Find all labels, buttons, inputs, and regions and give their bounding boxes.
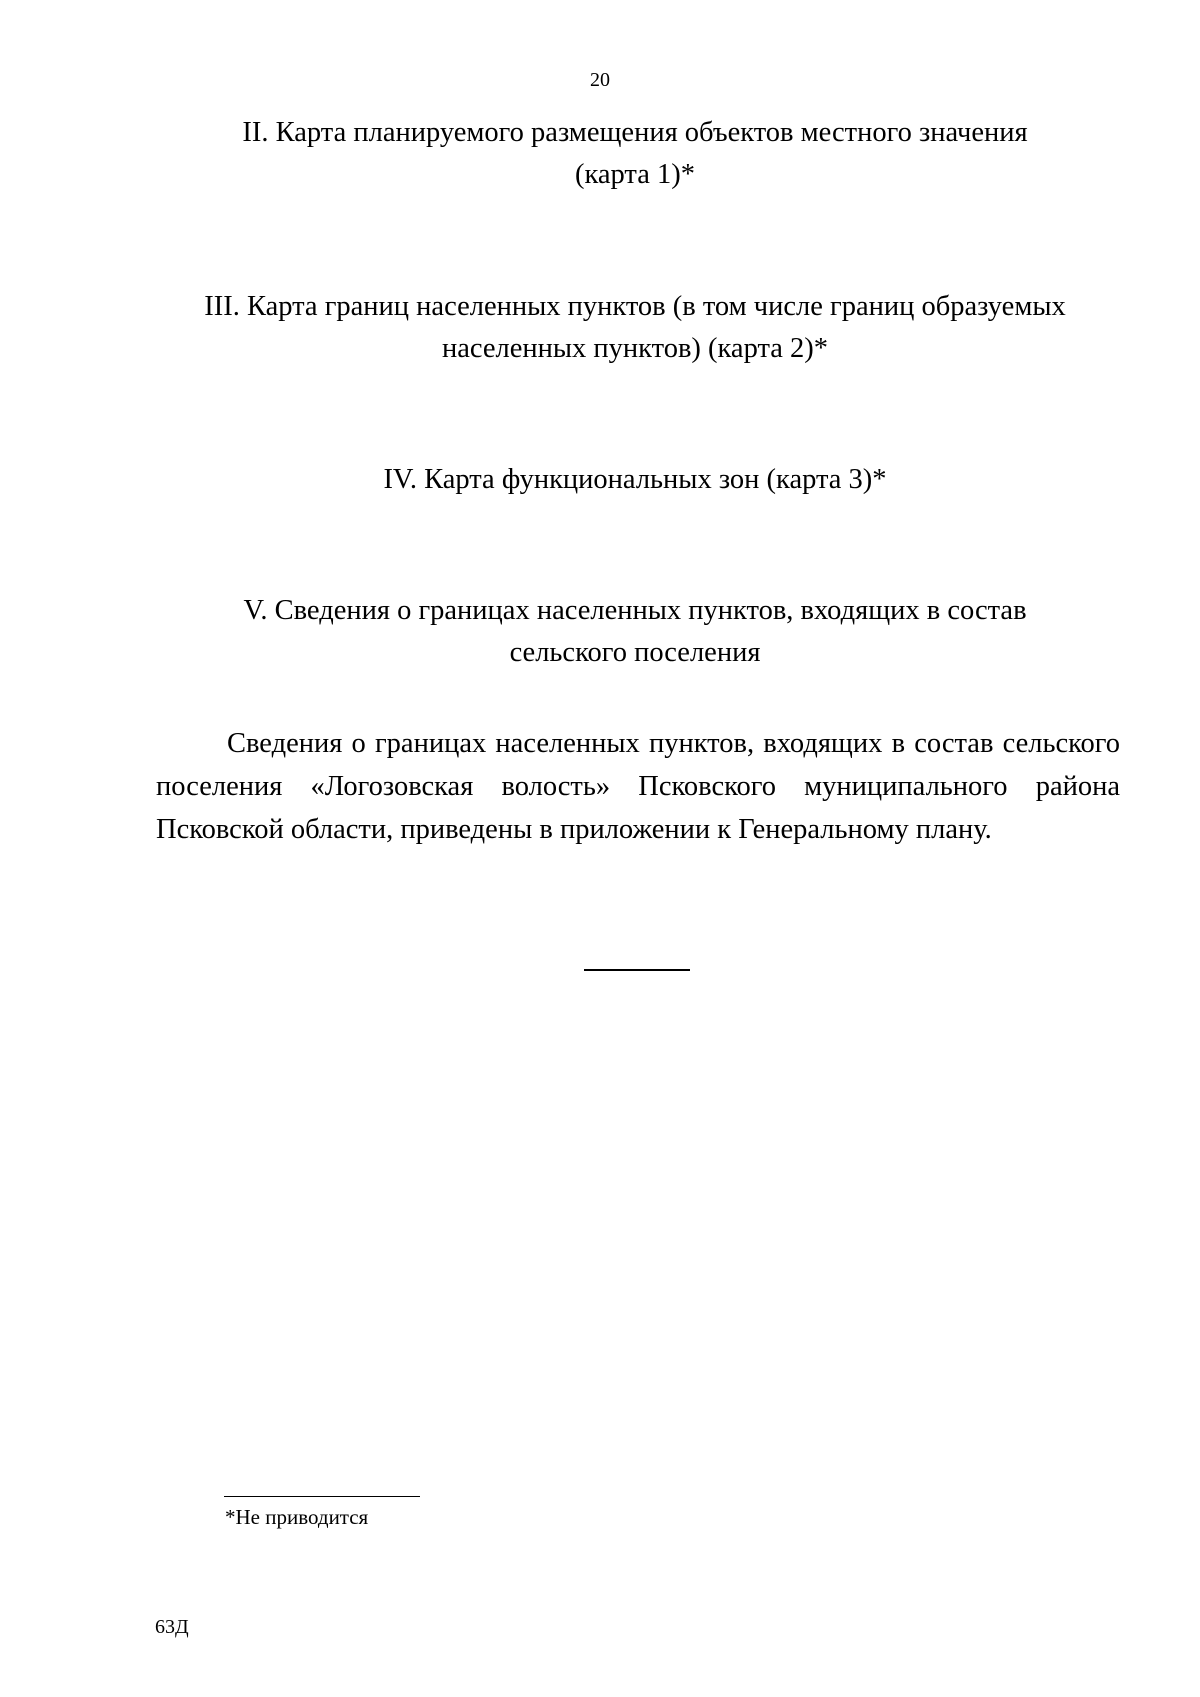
footnote: *Не приводится xyxy=(225,1505,369,1529)
section-heading-map-1 xyxy=(150,112,1120,196)
end-divider xyxy=(584,969,690,971)
heading-line: II. Карта планируемого размещения объектов местного значения xyxy=(242,117,1028,148)
heading-line: V. Сведения о границах населенных пунктов, входящих в состав xyxy=(243,595,1027,626)
heading-line: сельского поселения xyxy=(509,637,761,668)
footnote-divider xyxy=(224,1496,420,1497)
section-heading-map-2 xyxy=(150,286,1120,370)
heading-line: (карта 1)* xyxy=(575,159,695,190)
document-code: 63Д xyxy=(155,1616,189,1638)
page-number: 20 xyxy=(590,69,610,91)
heading-line: IV. Карта функциональных зон (карта 3)* xyxy=(383,464,887,495)
heading-line: III. Карта границ населенных пунктов (в том числе границ образуемых xyxy=(204,291,1066,322)
heading-line: населенных пунктов) (карта 2)* xyxy=(441,333,829,364)
body-paragraph: Сведения о границах населенных пунктов, входящих в состав сельского поселения «Логозовская волость» Псковского муниципального района Псковской области, приведены в приложении к Генеральному плану. xyxy=(156,728,1120,845)
section-heading-boundaries xyxy=(150,590,1120,674)
section-heading-map-3 xyxy=(150,459,1120,501)
